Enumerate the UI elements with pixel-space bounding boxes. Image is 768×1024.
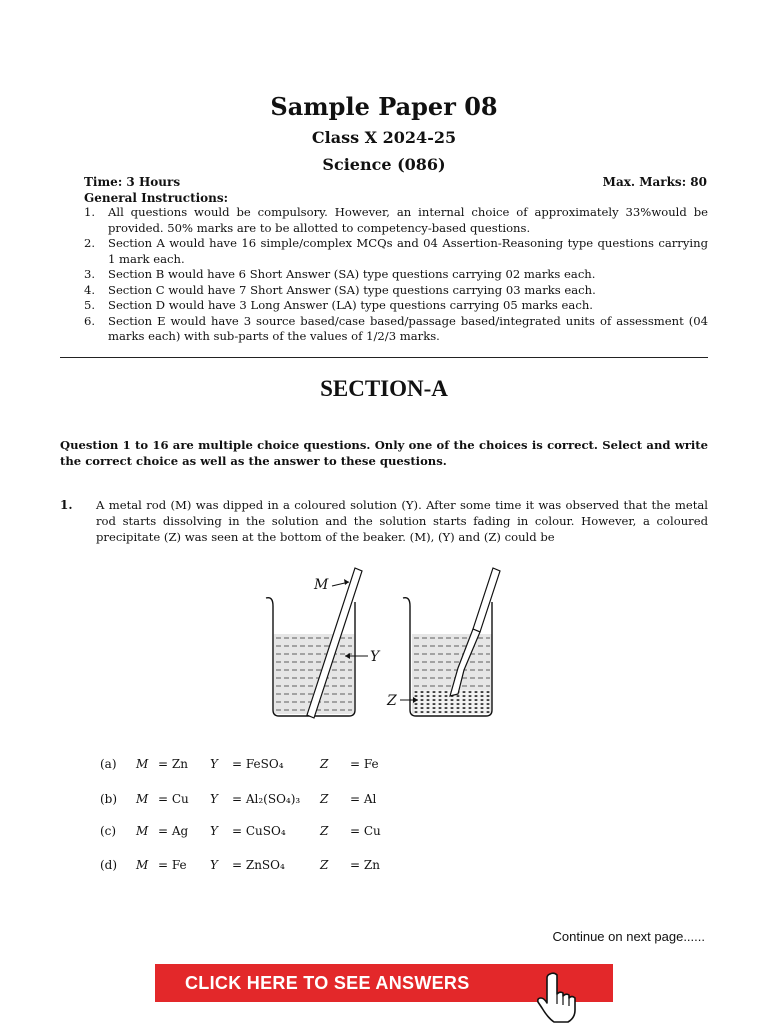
option-m-symbol: M — [136, 757, 149, 771]
instruction-text: Section B would have 6 Short Answer (SA) type questions carrying 02 marks each. — [108, 267, 596, 281]
label-m: M — [314, 577, 329, 593]
option-m-symbol: M — [136, 858, 149, 872]
option-z-symbol: Z — [320, 757, 329, 771]
option-a[interactable] — [100, 757, 400, 773]
option-label: (c) — [100, 824, 117, 838]
option-label: (a) — [100, 757, 117, 771]
option-d[interactable] — [100, 858, 400, 874]
exam-meta — [84, 175, 707, 189]
option-z-value: = Al — [350, 792, 377, 806]
option-m-value: = Zn — [158, 757, 188, 771]
subject-line: Science (086) — [322, 155, 446, 174]
option-label: (b) — [100, 792, 118, 806]
instruction-text: Section C would have 7 Short Answer (SA) type questions carrying 03 marks each. — [108, 282, 596, 297]
general-instructions-heading: General Instructions: — [84, 191, 229, 205]
time-allowed: Time: 3 Hours — [84, 175, 181, 189]
instruction-number: 2. — [84, 236, 96, 250]
option-z-value: = Zn — [350, 858, 380, 872]
option-z-value: = Fe — [350, 757, 379, 771]
max-marks: Max. Marks: 80 — [602, 175, 707, 189]
question-number: 1. — [60, 498, 73, 512]
option-m-value: = Cu — [158, 792, 189, 806]
instruction-number: 1. — [84, 205, 96, 219]
left-beaker — [266, 568, 381, 718]
section-title: SECTION-A — [320, 376, 448, 401]
horizontal-divider — [60, 357, 708, 358]
option-y-symbol: Y — [210, 824, 218, 838]
option-z-symbol: Z — [320, 792, 329, 806]
option-y-symbol: Y — [210, 858, 218, 872]
instruction-number: 6. — [84, 313, 96, 328]
option-m-symbol: M — [136, 792, 149, 806]
option-y-value: = ZnSO₄ — [232, 858, 285, 872]
option-y-value: = Al₂(SO₄)₃ — [232, 792, 301, 806]
paper-title: Sample Paper 08 — [270, 92, 498, 121]
option-y-symbol: Y — [210, 757, 218, 771]
pointing-hand-icon — [532, 972, 582, 1024]
label-z: Z — [387, 693, 397, 709]
instruction-item — [84, 283, 708, 299]
label-y: Y — [370, 649, 380, 665]
instruction-text: Section D would have 3 Long Answer (LA) type questions carrying 05 marks each. — [108, 298, 593, 312]
instruction-item — [84, 205, 708, 236]
right-metal-rod — [473, 568, 500, 632]
beaker-diagram — [258, 562, 508, 722]
instruction-number: 5. — [84, 298, 96, 312]
instruction-number: 4. — [84, 282, 96, 297]
right-beaker — [386, 568, 500, 716]
instruction-text: All questions would be compulsory. However, an internal choice of approximately 33%would be provided. 50% marks are to be allotted to competency-based questions. — [108, 205, 708, 235]
option-y-value: = CuSO₄ — [232, 824, 286, 838]
instruction-item — [84, 267, 708, 283]
class-line: Class X 2024-25 — [311, 128, 457, 147]
instruction-text: Section E would have 3 source based/case based/passage based/integrated units of assessment (04 marks each) with sub-parts of the values of 1/2/3 marks. — [108, 313, 708, 343]
option-m-value: = Ag — [158, 824, 189, 838]
instruction-text: Section A would have 16 simple/complex MCQs and 04 Assertion-Reasoning type questions carrying 1 mark each. — [108, 236, 708, 266]
instruction-item — [84, 314, 708, 345]
option-b[interactable] — [100, 792, 400, 808]
mcq-instructions: Question 1 to 16 are multiple choice questions. Only one of the choices is correct. Select and write the correct choice as well as the answer to these questions. — [60, 438, 708, 468]
option-label: (d) — [100, 858, 118, 872]
option-m-symbol: M — [136, 824, 149, 838]
instructions-list — [84, 205, 708, 345]
option-y-value: = FeSO₄ — [232, 757, 284, 771]
see-answers-button[interactable]: CLICK HERE TO SEE ANSWERS — [155, 964, 613, 1002]
option-c[interactable] — [100, 824, 400, 840]
option-m-value: = Fe — [158, 858, 187, 872]
question-text: A metal rod (M) was dipped in a coloured solution (Y). After some time it was observed that the metal rod starts dissolving in the solution and the solution starts fading in colour. However, a coloured precipitate (Z) was seen at the bottom of the beaker. (M), (Y) and (Z) could be — [96, 498, 708, 544]
instruction-item — [84, 236, 708, 267]
option-z-symbol: Z — [320, 858, 329, 872]
instruction-number: 3. — [84, 267, 96, 281]
instruction-item — [84, 298, 708, 314]
option-y-symbol: Y — [210, 792, 218, 806]
continue-note: Continue on next page...... — [552, 929, 705, 944]
option-z-value: = Cu — [350, 824, 381, 838]
option-z-symbol: Z — [320, 824, 329, 838]
